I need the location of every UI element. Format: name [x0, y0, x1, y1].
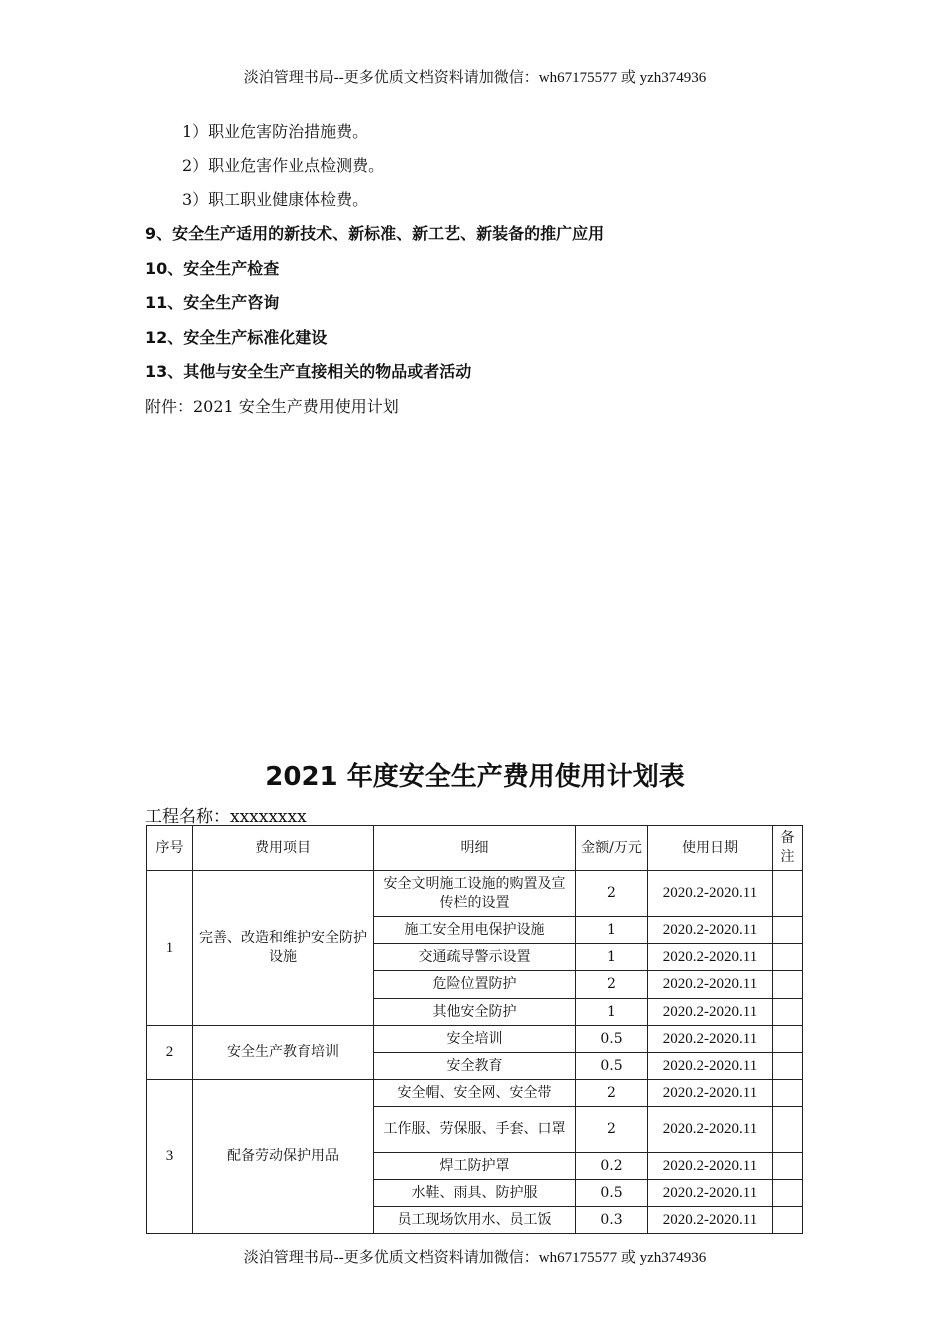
cell-note [773, 944, 803, 971]
cell-amount: 2 [576, 871, 648, 917]
cell-amount: 0.5 [576, 1053, 648, 1080]
cell-detail: 安全文明施工设施的购置及宣传栏的设置 [374, 871, 576, 917]
cell-detail: 危险位置防护 [374, 971, 576, 999]
cell-note [773, 971, 803, 999]
cell-date: 2020.2-2020.11 [648, 871, 773, 917]
cell-detail: 施工安全用电保护设施 [374, 917, 576, 944]
cell-item: 完善、改造和维护安全防护设施 [193, 871, 374, 1026]
cell-date: 2020.2-2020.11 [648, 1053, 773, 1080]
header-detail: 明细 [374, 826, 576, 871]
table-row [147, 1026, 803, 1053]
page-header: 淡泊管理书局--更多优质文档资料请加微信：wh67175577 或 yzh374936 [243, 70, 707, 86]
table-header-row [147, 826, 803, 871]
cell-note [773, 1080, 803, 1107]
cell-note [773, 1180, 803, 1207]
page-bottom-margin [0, 1234, 950, 1246]
cell-detail: 安全教育 [374, 1053, 576, 1080]
header-item: 费用项目 [193, 826, 374, 871]
cell-date: 2020.2-2020.11 [648, 1153, 773, 1180]
cell-date: 2020.2-2020.11 [648, 999, 773, 1026]
cell-note [773, 1107, 803, 1153]
cell-note [773, 871, 803, 917]
cell-item: 安全生产教育培训 [193, 1026, 374, 1080]
section-item-13: 13、其他与安全生产直接相关的物品或者活动 [145, 362, 472, 381]
attachment-note: 附件：2021 安全生产费用使用计划 [145, 397, 399, 416]
cell-date: 2020.2-2020.11 [648, 1026, 773, 1053]
cell-amount: 0.2 [576, 1153, 648, 1180]
cell-amount: 0.5 [576, 1026, 648, 1053]
cell-item: 配备劳动保护用品 [193, 1080, 374, 1234]
cell-amount: 0.5 [576, 1180, 648, 1207]
table-row [147, 871, 803, 917]
cell-amount: 1 [576, 944, 648, 971]
cell-seq: 2 [147, 1026, 193, 1080]
cell-detail: 水鞋、雨具、防护服 [374, 1180, 576, 1207]
sub-item-2: 2）职业危害作业点检测费。 [182, 156, 385, 175]
cost-plan-table [146, 825, 803, 1234]
section-item-12: 12、安全生产标准化建设 [145, 328, 328, 347]
cell-note [773, 1153, 803, 1180]
cell-date: 2020.2-2020.11 [648, 1207, 773, 1234]
cell-amount: 2 [576, 1107, 648, 1153]
cell-date: 2020.2-2020.11 [648, 1180, 773, 1207]
cell-note [773, 1026, 803, 1053]
cell-date: 2020.2-2020.11 [648, 1080, 773, 1107]
cell-note [773, 999, 803, 1026]
cell-note [773, 917, 803, 944]
sub-item-3: 3）职工职业健康体检费。 [182, 190, 369, 209]
cell-amount: 2 [576, 971, 648, 999]
cell-detail: 安全帽、安全网、安全带 [374, 1080, 576, 1107]
cell-amount: 1 [576, 999, 648, 1026]
header-amount: 金额/万元 [576, 826, 648, 871]
header-note: 备注 [773, 826, 803, 871]
cell-detail: 工作服、劳保服、手套、口罩 [374, 1107, 576, 1153]
sub-item-1: 1）职业危害防治措施费。 [182, 122, 369, 141]
cell-date: 2020.2-2020.11 [648, 1107, 773, 1153]
cell-note [773, 1207, 803, 1234]
cell-seq: 1 [147, 871, 193, 1026]
cell-note [773, 1053, 803, 1080]
section-item-9: 9、安全生产适用的新技术、新标准、新工艺、新装备的推广应用 [145, 224, 605, 243]
cell-date: 2020.2-2020.11 [648, 971, 773, 999]
cell-detail: 安全培训 [374, 1026, 576, 1053]
page-footer: 淡泊管理书局--更多优质文档资料请加微信：wh67175577 或 yzh374936 [243, 1250, 707, 1266]
section-item-10: 10、安全生产检查 [145, 259, 280, 278]
project-name: 工程名称：xxxxxxxx [145, 807, 307, 827]
cell-amount: 2 [576, 1080, 648, 1107]
cell-seq: 3 [147, 1080, 193, 1234]
table-row [147, 1080, 803, 1107]
header-seq: 序号 [147, 826, 193, 871]
cell-detail: 员工现场饮用水、员工饭 [374, 1207, 576, 1234]
cell-date: 2020.2-2020.11 [648, 944, 773, 971]
section-item-11: 11、安全生产咨询 [145, 293, 280, 312]
table-title: 2021 年度安全生产费用使用计划表 [265, 762, 685, 792]
cell-amount: 0.3 [576, 1207, 648, 1234]
header-date: 使用日期 [648, 826, 773, 871]
cell-date: 2020.2-2020.11 [648, 917, 773, 944]
cell-detail: 焊工防护罩 [374, 1153, 576, 1180]
cell-amount: 1 [576, 917, 648, 944]
cell-detail: 其他安全防护 [374, 999, 576, 1026]
cell-detail: 交通疏导警示设置 [374, 944, 576, 971]
